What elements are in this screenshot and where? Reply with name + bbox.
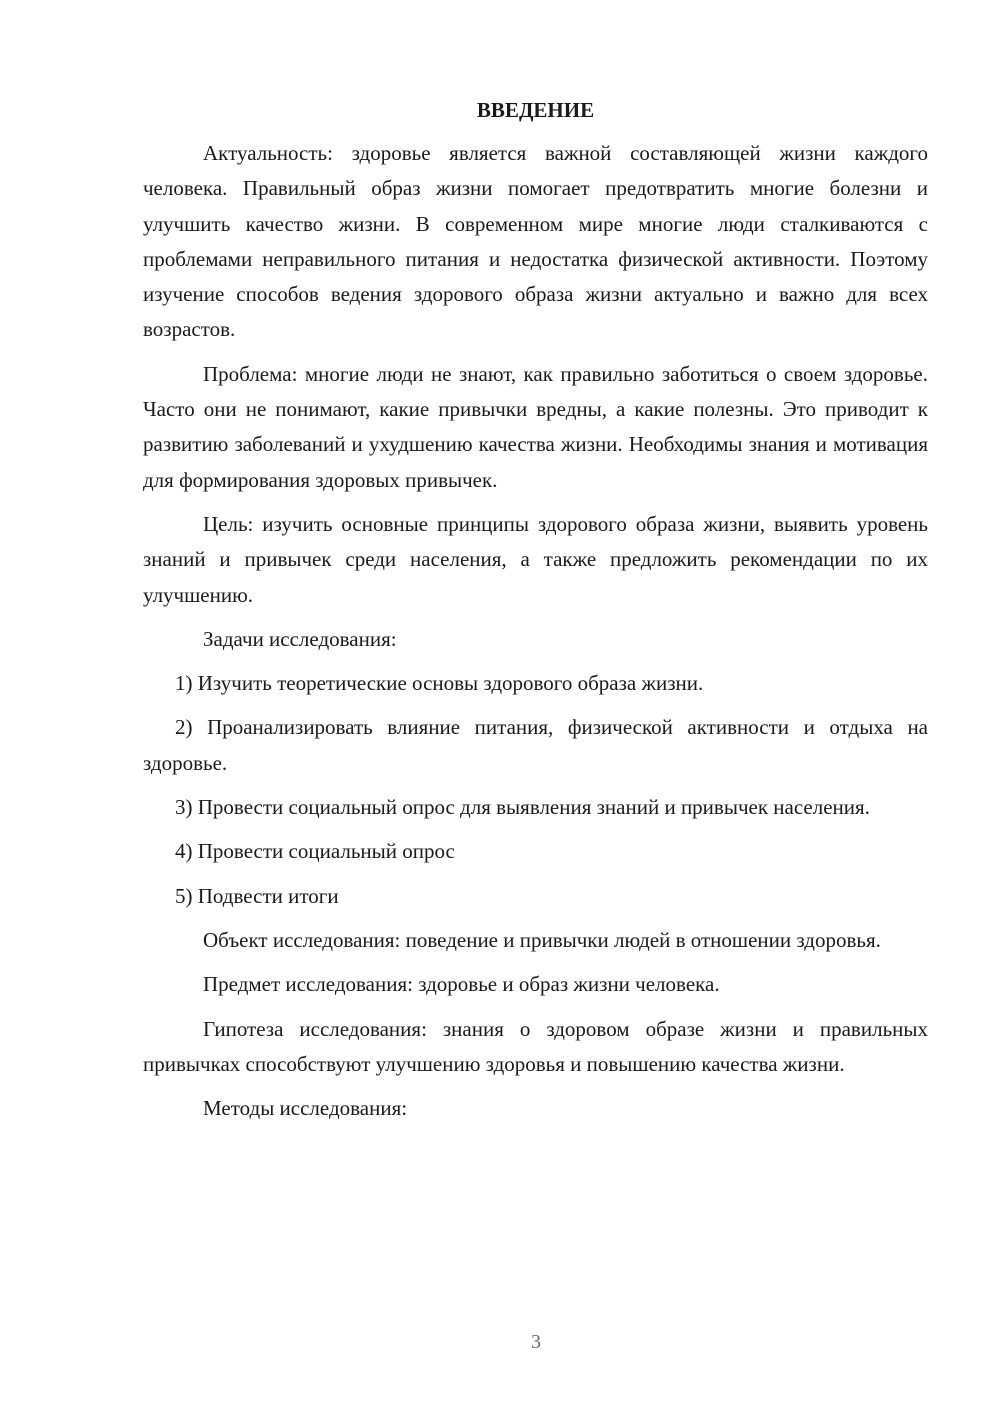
hypothesis-paragraph: Гипотеза исследования: знания о здоровом образе жизни и правильных привычках способствуют улучшению здоровья и повышению качества жизни. [143,1016,928,1076]
tasks-heading: Задачи исследования: [203,626,397,651]
task-item: 1) Изучить теоретические основы здорового образа жизни. [175,671,704,696]
page-number: 3 [531,1331,541,1353]
problem-paragraph: Проблема: многие люди не знают, как правильно заботиться о своем здоровье. Часто они не понимают, какие привычки вредны, а какие полезны. Это приводит к развитию заболеваний и ухудшению качества жизни. Необходимы знания и мотивация для формирования здоровых привычек. [143,361,928,492]
subject-paragraph: Предмет исследования: здоровье и образ жизни человека. [203,972,720,997]
section-heading: ВВЕДЕНИЕ [476,98,595,122]
relevance-paragraph: Актуальность: здоровье является важной составляющей жизни каждого человека. Правильный образ жизни помогает предотвратить многие болезни и улучшить качество жизни. В современном мире многие люди сталкиваются с проблемами неправильного питания и недостатка физической активности. Поэтому изучение способов ведения здорового образа жизни актуально и важно для всех возрастов. [143,141,928,342]
methods-paragraph: Методы исследования: [203,1096,408,1121]
task-item: 5) Подвести итоги [175,883,339,908]
object-paragraph: Объект исследования: поведение и привычки людей в отношении здоровья. [203,927,881,952]
task-item: 4) Провести социальный опрос [175,839,455,864]
goal-paragraph: Цель: изучить основные принципы здорового образа жизни, выявить уровень знаний и привычек среди населения, а также предложить рекомендации по их улучшению. [143,511,928,607]
document-body [143,90,928,1135]
task-item: 3) Провести социальный опрос для выявления знаний и привычек населения. [175,795,870,820]
task-item: 2) Проанализировать влияние питания, физической активности и отдыха на здоровье. [143,715,928,775]
